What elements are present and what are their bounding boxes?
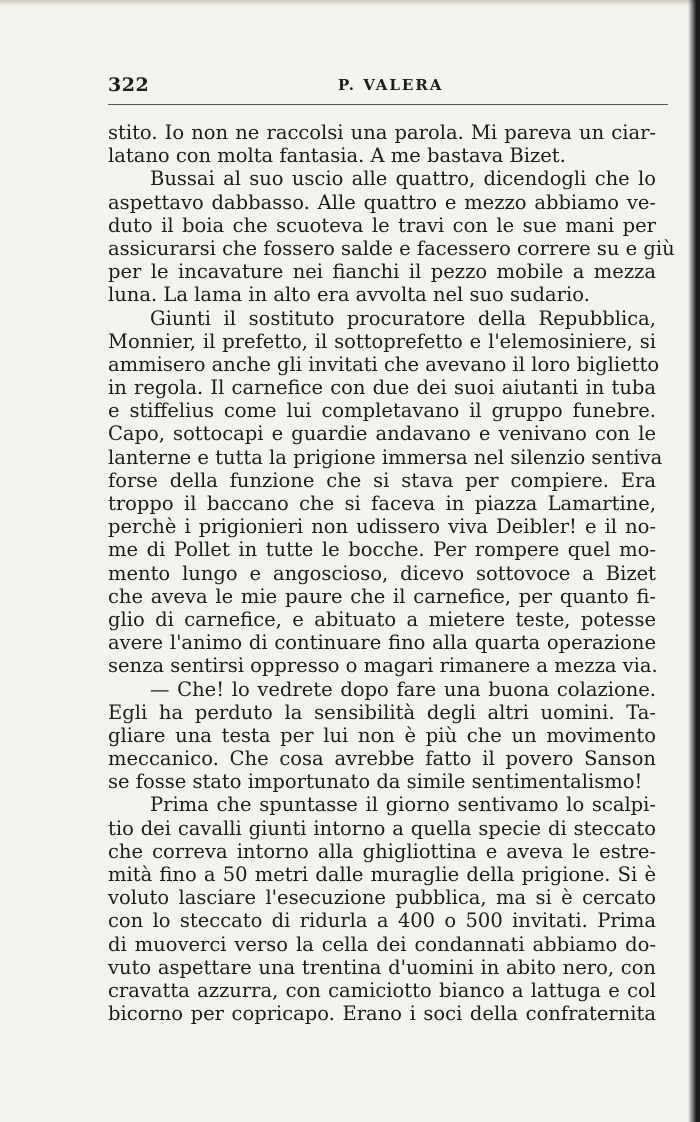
text-line: lanterne e tutta la prigione immersa nel silenzio sentiva — [108, 445, 663, 469]
text-line: troppo il baccano che si faceva in piazza Lamartine, — [108, 492, 656, 515]
text-line: se fosse stato importunato da simile sentimentalismo! — [108, 770, 643, 794]
page-number: 322 — [108, 74, 150, 96]
text-line: Giunti il sostituto procuratore della Repubblica, — [150, 306, 656, 330]
text-line: forse della funzione che si stava per compiere. Era — [108, 468, 656, 492]
text-line: per le incavature nei fianchi il pezzo mobile a mezza — [108, 260, 656, 284]
text-line: di muoverci verso la cella dei condannati abbiamo do- — [108, 932, 656, 956]
text-line: tio dei cavalli giunti intorno a quella specie di steccato — [108, 816, 656, 840]
text-line: Egli ha perduto la sensibilità degli altri uomini. Ta- — [108, 700, 656, 724]
text-line: Monnier, il prefetto, il sottoprefetto e l'elemosiniere, si — [108, 329, 656, 353]
running-head: P. VALERA — [338, 76, 444, 94]
text-line: che correva intorno alla ghigliottina e aveva le estre- — [108, 839, 656, 863]
text-line: Capo, sottocapi e guardie andavano e venivano con le — [108, 422, 656, 446]
text-line: vuto aspettare una trentina d'uomini in abito nero, con — [108, 955, 656, 979]
text-line: meccanico. Che cosa avrebbe fatto il povero Sanson — [108, 747, 656, 771]
text-line: luna. La lama in alto era avvolta nel suo sudario. — [108, 283, 590, 307]
body-text — [108, 121, 675, 1121]
text-line: perchè i prigionieri non udissero viva Deibler! e il no- — [108, 515, 656, 539]
text-line: e stiffelius come lui completavano il gruppo funebre. — [108, 399, 656, 423]
text-line: ammisero anche gli invitati che avevano il loro biglietto — [108, 352, 660, 376]
text-line: stito. Io non ne raccolsi una parola. Mi pareva un ciar- — [108, 121, 656, 144]
text-line: mità fino a 50 metri dalle muraglie della prigione. Si è — [108, 863, 656, 886]
text-line: bicorno per copricapo. Erano i soci della confraternita — [108, 1002, 656, 1026]
page-top-shadow — [0, 0, 700, 6]
text-line: in regola. Il carnefice con due dei suoi aiutanti in tuba — [108, 376, 656, 400]
text-line: senza sentirsi oppresso o magari rimanere a mezza via. — [108, 654, 658, 678]
text-line: con lo steccato di ridurla a 400 o 500 invitati. Prima — [108, 909, 656, 933]
text-line: cravatta azzurra, con camiciotto bianco a lattuga e col — [108, 978, 656, 1002]
text-line: gliare una testa per lui non è più che un movimento — [108, 723, 656, 747]
text-line: voluto lasciare l'esecuzione pubblica, ma si è cercato — [108, 886, 656, 910]
text-line: latano con molta fantasia. A me bastava Bizet. — [108, 144, 566, 168]
text-line: me di Pollet in tutte le bocche. Per rompere quel mo- — [108, 538, 656, 562]
text-line: mento lungo e angoscioso, dicevo sottovoce a Bizet — [108, 561, 656, 585]
text-line: duto il boia che scuoteva le travi con le sue mani per — [108, 213, 656, 237]
text-line: aspettavo dabbasso. Alle quattro e mezzo abbiamo ve- — [108, 190, 656, 214]
text-line: che aveva le mie paure che il carnefice, per quanto fi- — [108, 584, 656, 608]
text-line: — Che! lo vedrete dopo fare una buona colazione. — [150, 677, 656, 701]
text-line: Bussai al suo uscio alle quattro, dicendogli che lo — [150, 167, 656, 191]
text-line: glio di carnefice, e abituato a mietere teste, potesse — [108, 607, 656, 631]
text-line: assicurarsi che fossero salde e facessero correre su e giù — [108, 236, 675, 260]
page-header — [108, 74, 668, 98]
text-line: Prima che spuntasse il giorno sentivamo lo scalpi- — [150, 793, 656, 817]
page-binding-shadow — [688, 0, 700, 1122]
text-line: avere l'animo di continuare fino alla quarta operazione — [108, 631, 656, 655]
header-rule — [108, 104, 668, 105]
